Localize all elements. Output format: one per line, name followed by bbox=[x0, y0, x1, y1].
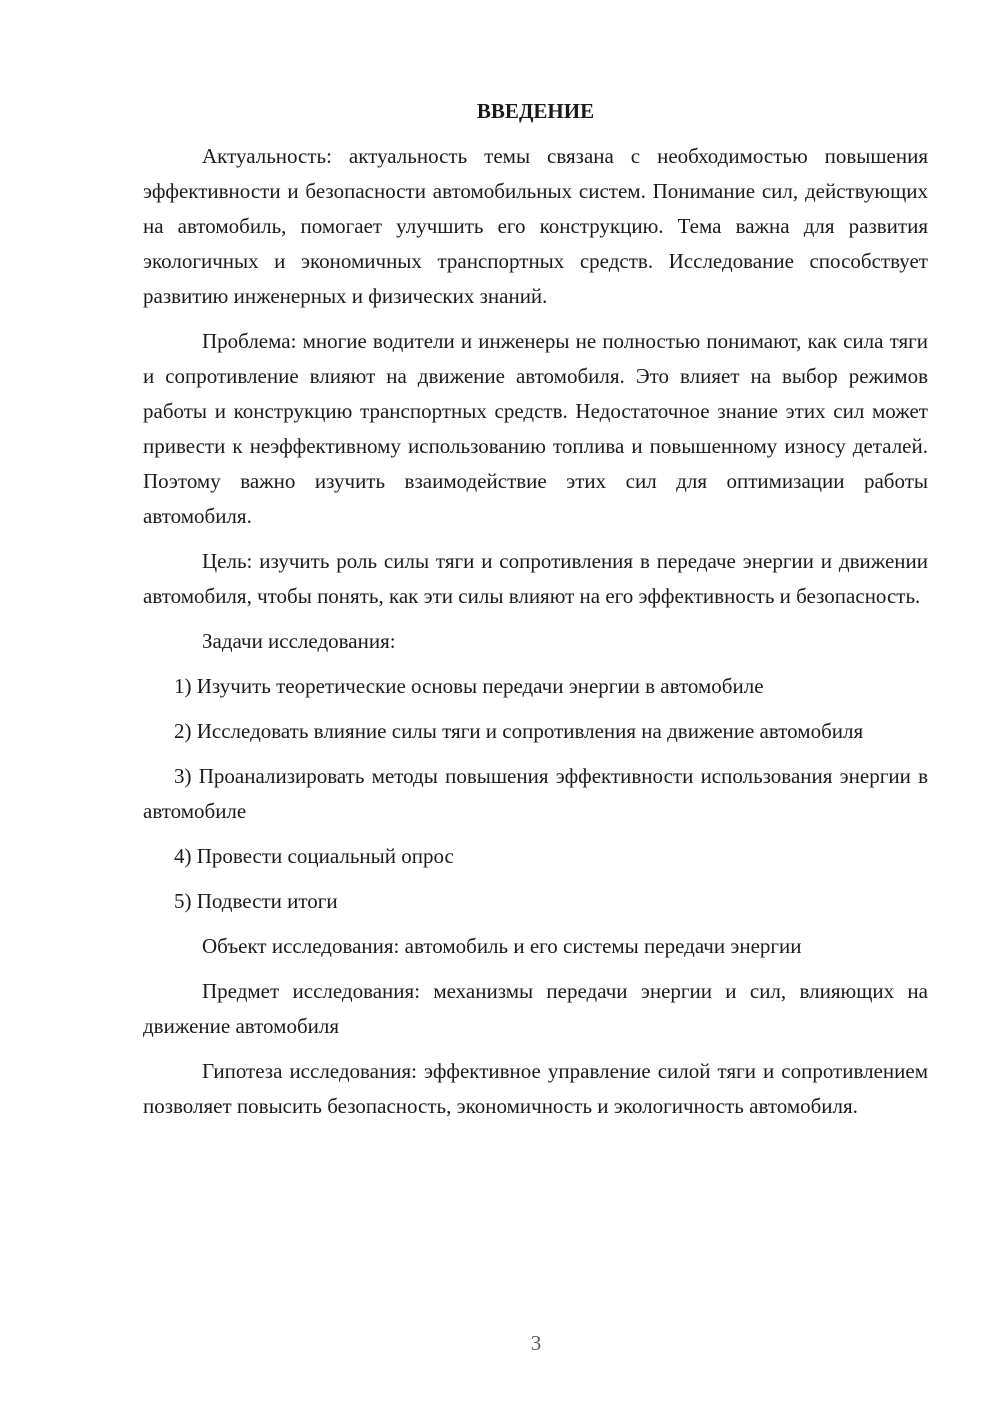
task-item-5: 5) Подвести итоги bbox=[174, 889, 338, 913]
task-item-2: 2) Исследовать влияние силы тяги и сопротивления на движение автомобиля bbox=[174, 719, 864, 743]
task-item-4: 4) Провести социальный опрос bbox=[174, 844, 454, 868]
paragraph-subject: Предмет исследования: механизмы передачи энергии и сил, влияющих на движение автомобиля bbox=[143, 979, 928, 1038]
document-page bbox=[143, 94, 928, 1134]
paragraph-relevance: Актуальность: актуальность темы связана с необходимостью повышения эффективности и безопасности автомобильных систем. Понимание сил, действующих на автомобиль, помогает улучшить его конструкцию. Тема важна для развития экологичных и экономичных транспортных средств. Исследование способствует развитию инженерных и физических знаний. bbox=[143, 144, 928, 308]
paragraph-object: Объект исследования: автомобиль и его системы передачи энергии bbox=[202, 934, 802, 958]
task-item-3: 3) Проанализировать методы повышения эффективности использования энергии в автомобиле bbox=[143, 764, 928, 823]
page-title: ВВЕДЕНИЕ bbox=[476, 99, 595, 123]
paragraph-tasks-heading: Задачи исследования: bbox=[202, 629, 396, 653]
page-number: 3 bbox=[530, 1331, 542, 1355]
paragraph-problem: Проблема: многие водители и инженеры не полностью понимают, как сила тяги и сопротивление влияют на движение автомобиля. Это влияет на выбор режимов работы и конструкцию транспортных средств. Недостаточное знание этих сил может привести к неэффективному использованию топлива и повышенному износу деталей. Поэтому важно изучить взаимодействие этих сил для оптимизации работы автомобиля. bbox=[143, 329, 928, 528]
paragraph-hypothesis: Гипотеза исследования: эффективное управление силой тяги и сопротивлением позволяет повысить безопасность, экономичность и экологичность автомобиля. bbox=[143, 1059, 928, 1118]
paragraph-goal: Цель: изучить роль силы тяги и сопротивления в передаче энергии и движении автомобиля, чтобы понять, как эти силы влияют на его эффективность и безопасность. bbox=[143, 549, 928, 608]
task-item-1: 1) Изучить теоретические основы передачи энергии в автомобиле bbox=[174, 674, 764, 698]
